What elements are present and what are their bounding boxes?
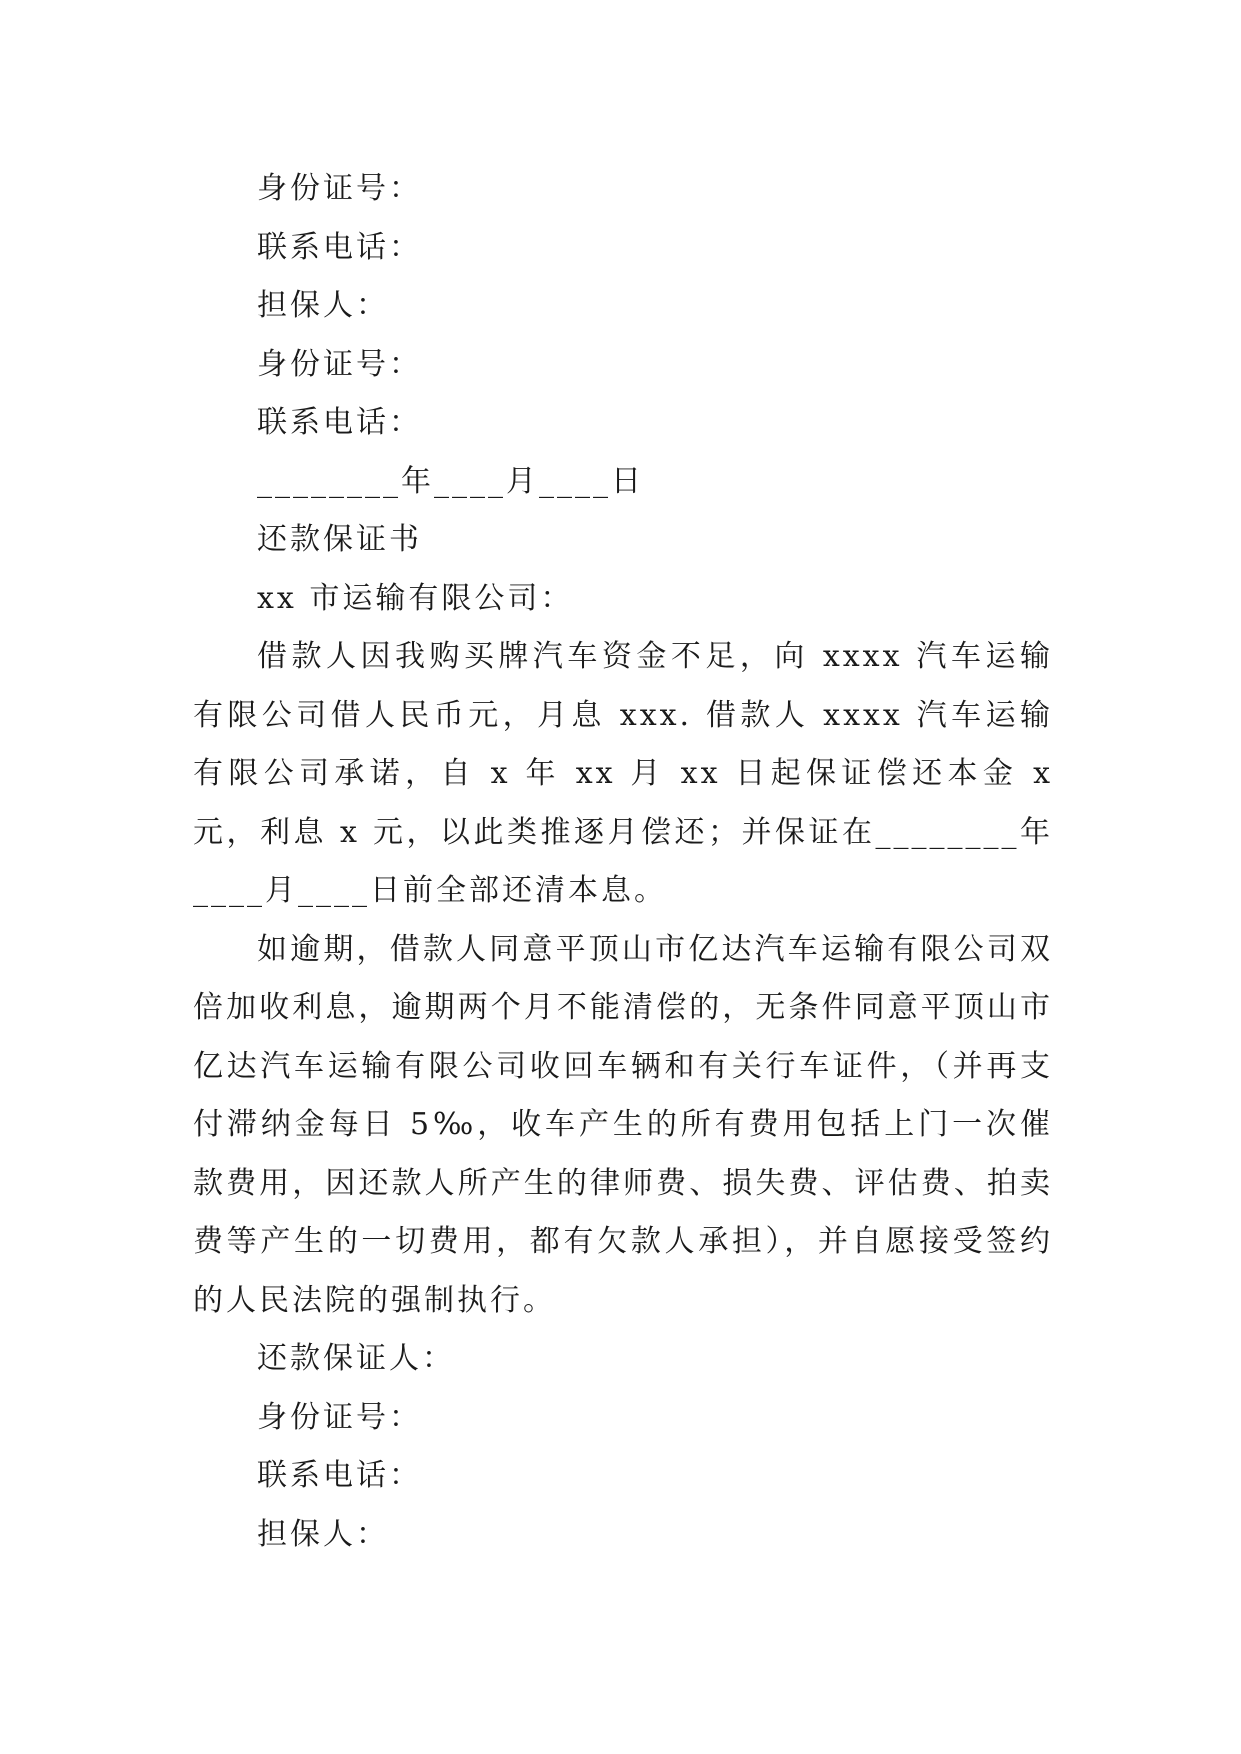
guarantor-id-number-label: 身份证号： bbox=[257, 346, 422, 382]
body-paragraph-overdue-terms: 如逾期，借款人同意平顶山市亿达汽车运输有限公司双倍加收利息，逾期两个月不能清偿的，无条件同意平顶山市亿达汽车运输有限公司收回车辆和有关行车证件，（并再支付滞纳金每日 5‰，收车产生的所有费用包括上门一次催款费用，因还款人所产生的律师费、损失费、评估费、拍卖费等产生的一切费用，都有欠款人承担），并自愿接受签约的人民法院的强制执行。 bbox=[193, 931, 1053, 1318]
document-title: 还款保证书 bbox=[257, 522, 422, 557]
phone-label-bottom: 联系电话： bbox=[257, 1458, 422, 1493]
phone-label: 联系电话： bbox=[257, 229, 422, 265]
date-line: ________年____月____日 bbox=[257, 463, 644, 499]
repayment-guarantor-label: 还款保证人： bbox=[257, 1341, 455, 1376]
body-paragraph-loan-terms: 借款人因我购买牌汽车资金不足，向 xxxx 汽车运输有限公司借人民币元，月息 xxx. 借款人 xxxx 汽车运输有限公司承诺，自 x 年 xx 月 xx 日起保证偿还本金 x 元，利息 x 元，以此类推逐月偿还；并保证在________年____月____日前全部还清本息。 bbox=[193, 639, 1053, 908]
id-number-label: 身份证号： bbox=[257, 171, 422, 206]
id-number-label-bottom: 身份证号： bbox=[257, 1399, 422, 1435]
document-page bbox=[193, 160, 1053, 1564]
guarantor-phone-label: 联系电话： bbox=[257, 405, 422, 440]
addressee: xx 市运输有限公司： bbox=[257, 580, 574, 616]
guarantor-label-bottom: 担保人： bbox=[257, 1516, 389, 1552]
guarantor-label: 担保人： bbox=[257, 288, 389, 323]
